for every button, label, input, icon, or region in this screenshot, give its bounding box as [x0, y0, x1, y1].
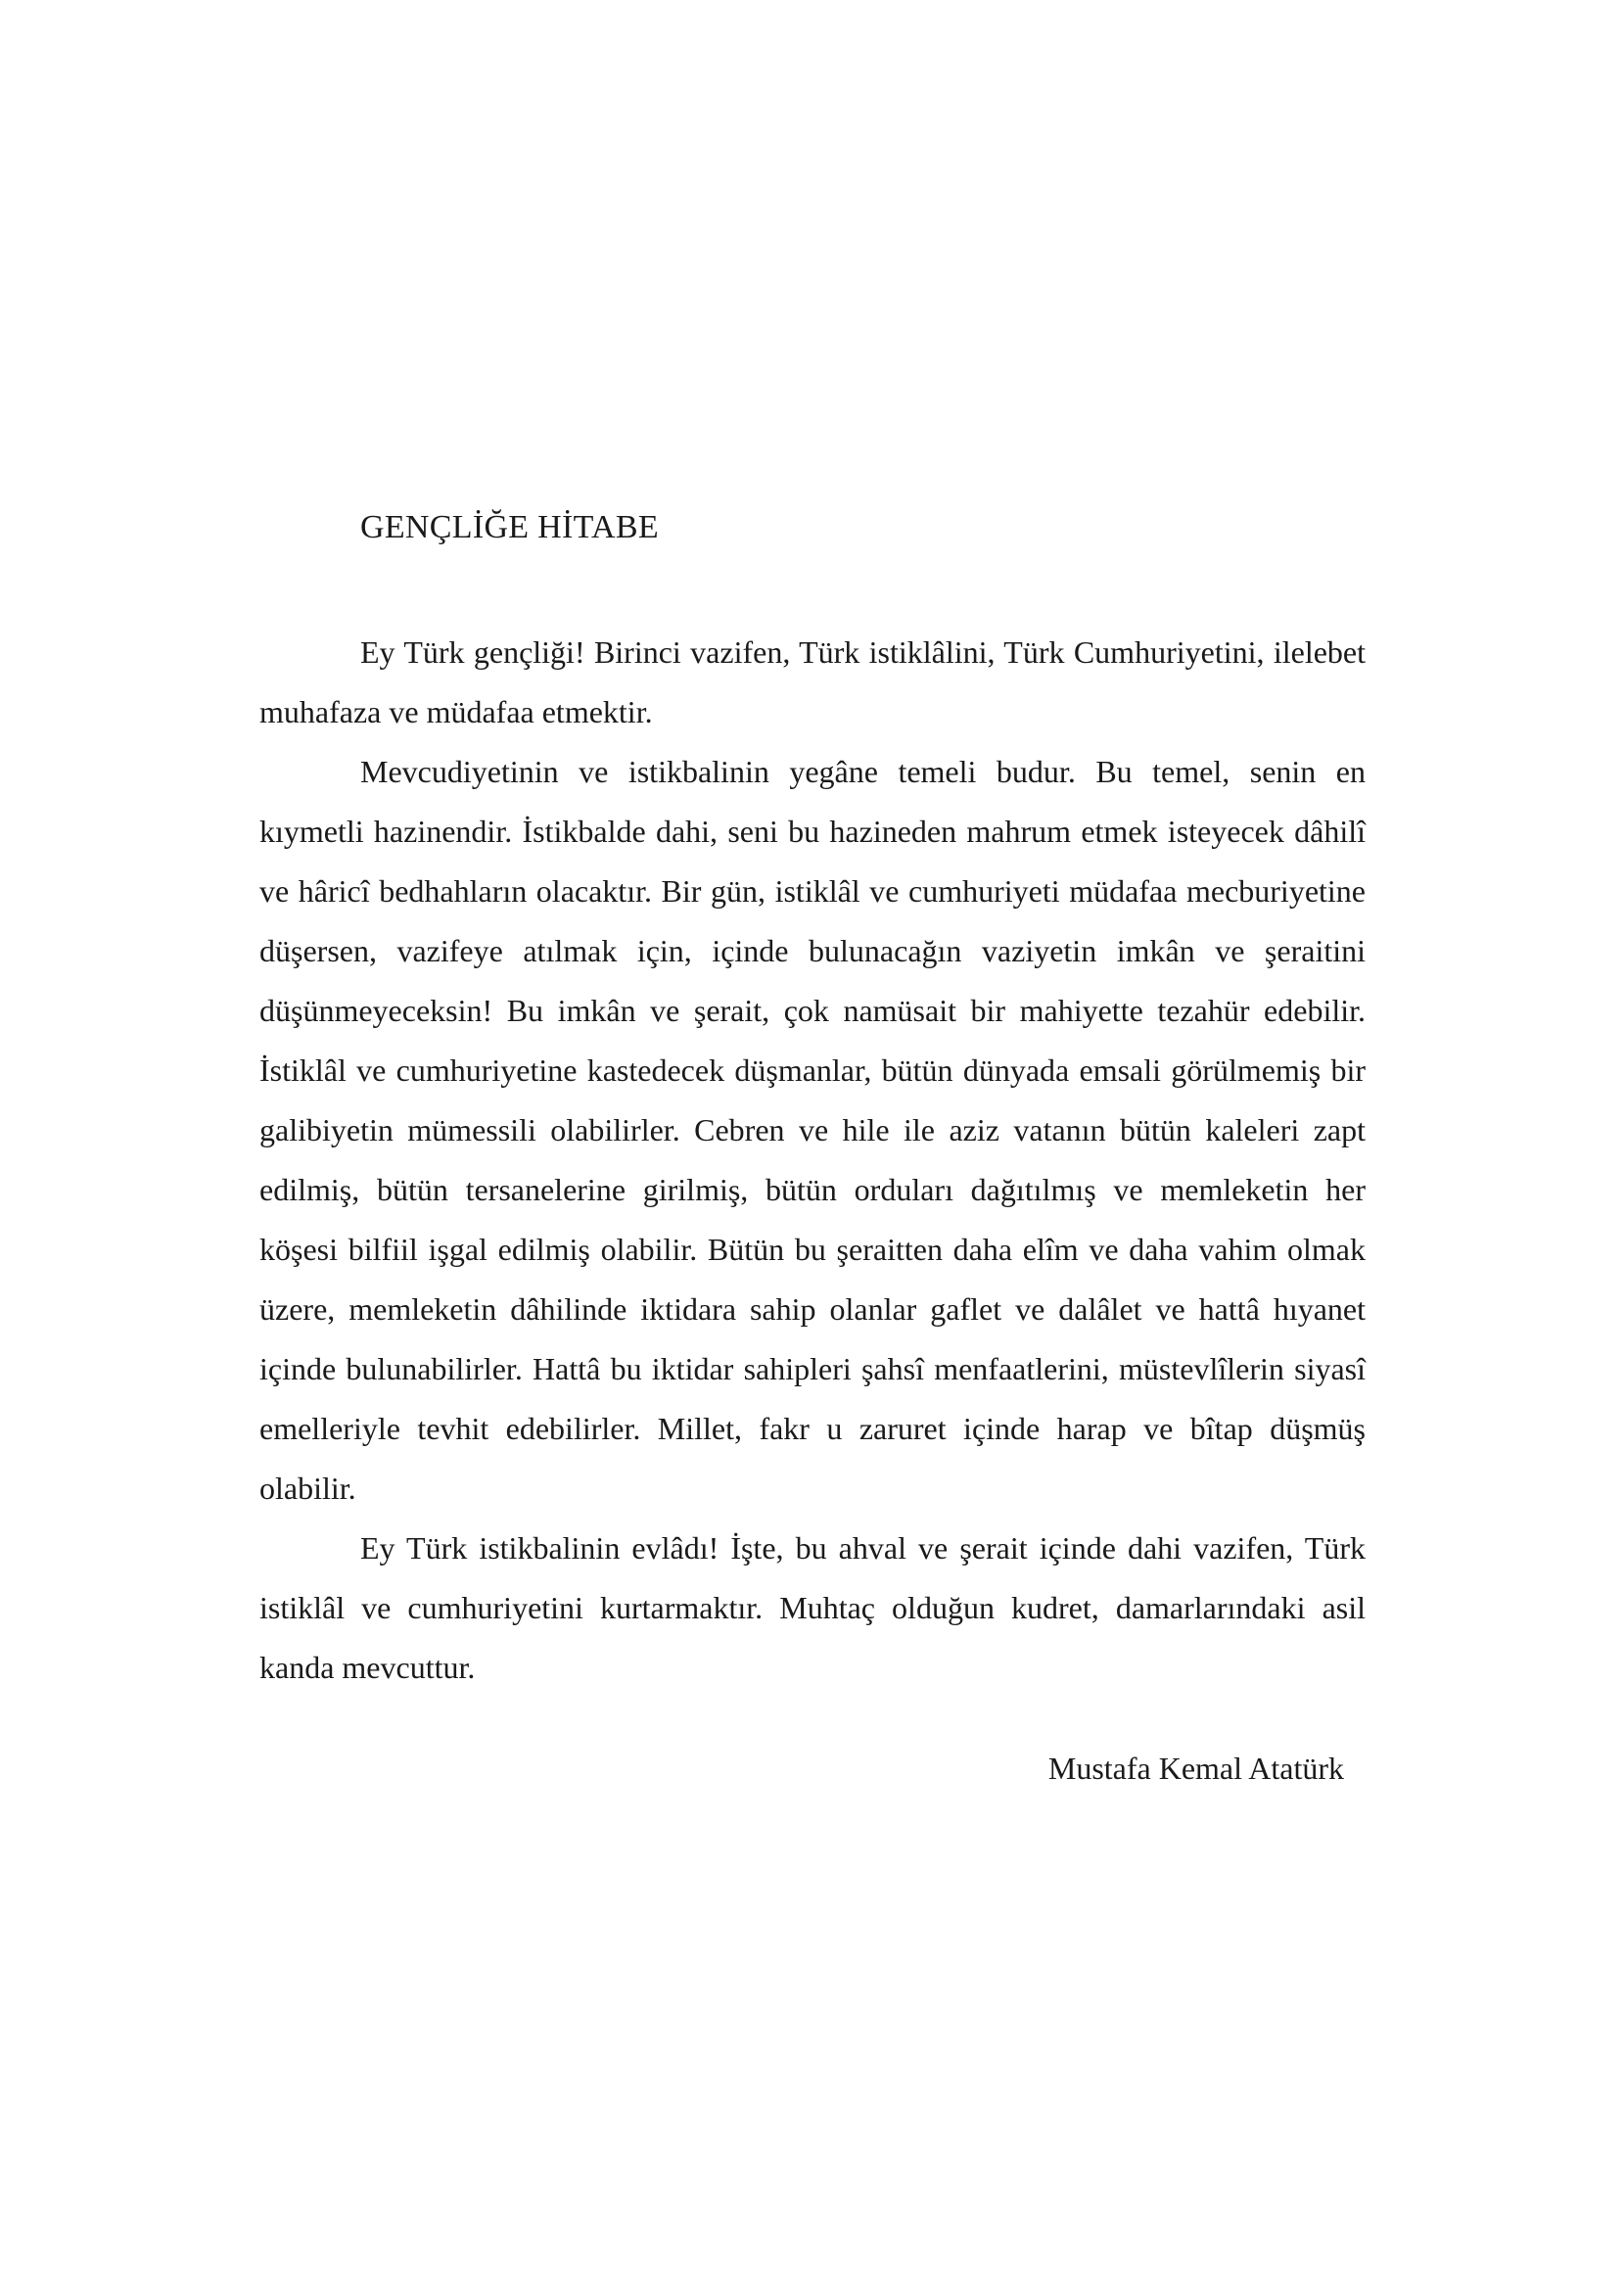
- body-text: [259, 623, 1366, 1698]
- paragraph-3: Ey Türk istikbalinin evlâdı! İşte, bu ahval ve şerait içinde dahi vazifen, Türk istiklâl ve cumhuriyetini kurtarmaktır. Muhtaç olduğun kudret, damarlarındaki asil kanda mevcuttur.: [259, 1530, 1366, 1685]
- paragraph-1: Ey Türk gençliği! Birinci vazifen, Türk istiklâlini, Türk Cumhuriyetini, ilelebet muhafaza ve müdafaa etmektir.: [259, 634, 1366, 729]
- signature: Mustafa Kemal Atatürk: [1047, 1751, 1344, 1786]
- page-title: GENÇLİĞE HİTABE: [360, 509, 659, 545]
- paragraph-2: Mevcudiyetinin ve istikbalinin yegâne temeli budur. Bu temel, senin en kıymetli hazinendir. İstikbalde dahi, seni bu hazineden mahrum etmek isteyecek dâhilî ve hâricî bedhahların olacaktır. Bir gün, istiklâl ve cumhuriyeti müdafaa mecburiyetine düşersen, vazifeye atılmak için, içinde bulunacağın vaziyetin imkân ve şeraitini düşünmeyeceksin! Bu imkân ve şerait, çok namüsait bir mahiyette tezahür edebilir. İstiklâl ve cumhuriyetine kastedecek düşmanlar, bütün dünyada emsali görülmemiş bir galibiyetin mümessili olabilirler. Cebren ve hile ile aziz vatanın bütün kaleleri zapt edilmiş, bütün tersanelerine girilmiş, bütün orduları dağıtılmış ve memleketin her köşesi bilfiil işgal edilmiş olabilir. Bütün bu şeraitten daha elîm ve daha vahim olmak üzere, memleketin dâhilinde iktidara sahip olanlar gaflet ve dalâlet ve hattâ hıyanet içinde bulunabilirler. Hattâ bu iktidar sahipleri şahsî menfaatlerini, müstevlîlerin siyasî emelleriyle tevhit edebilirler. Millet, fakr u zaruret içinde harap ve bîtap düşmüş olabilir.: [259, 754, 1366, 1506]
